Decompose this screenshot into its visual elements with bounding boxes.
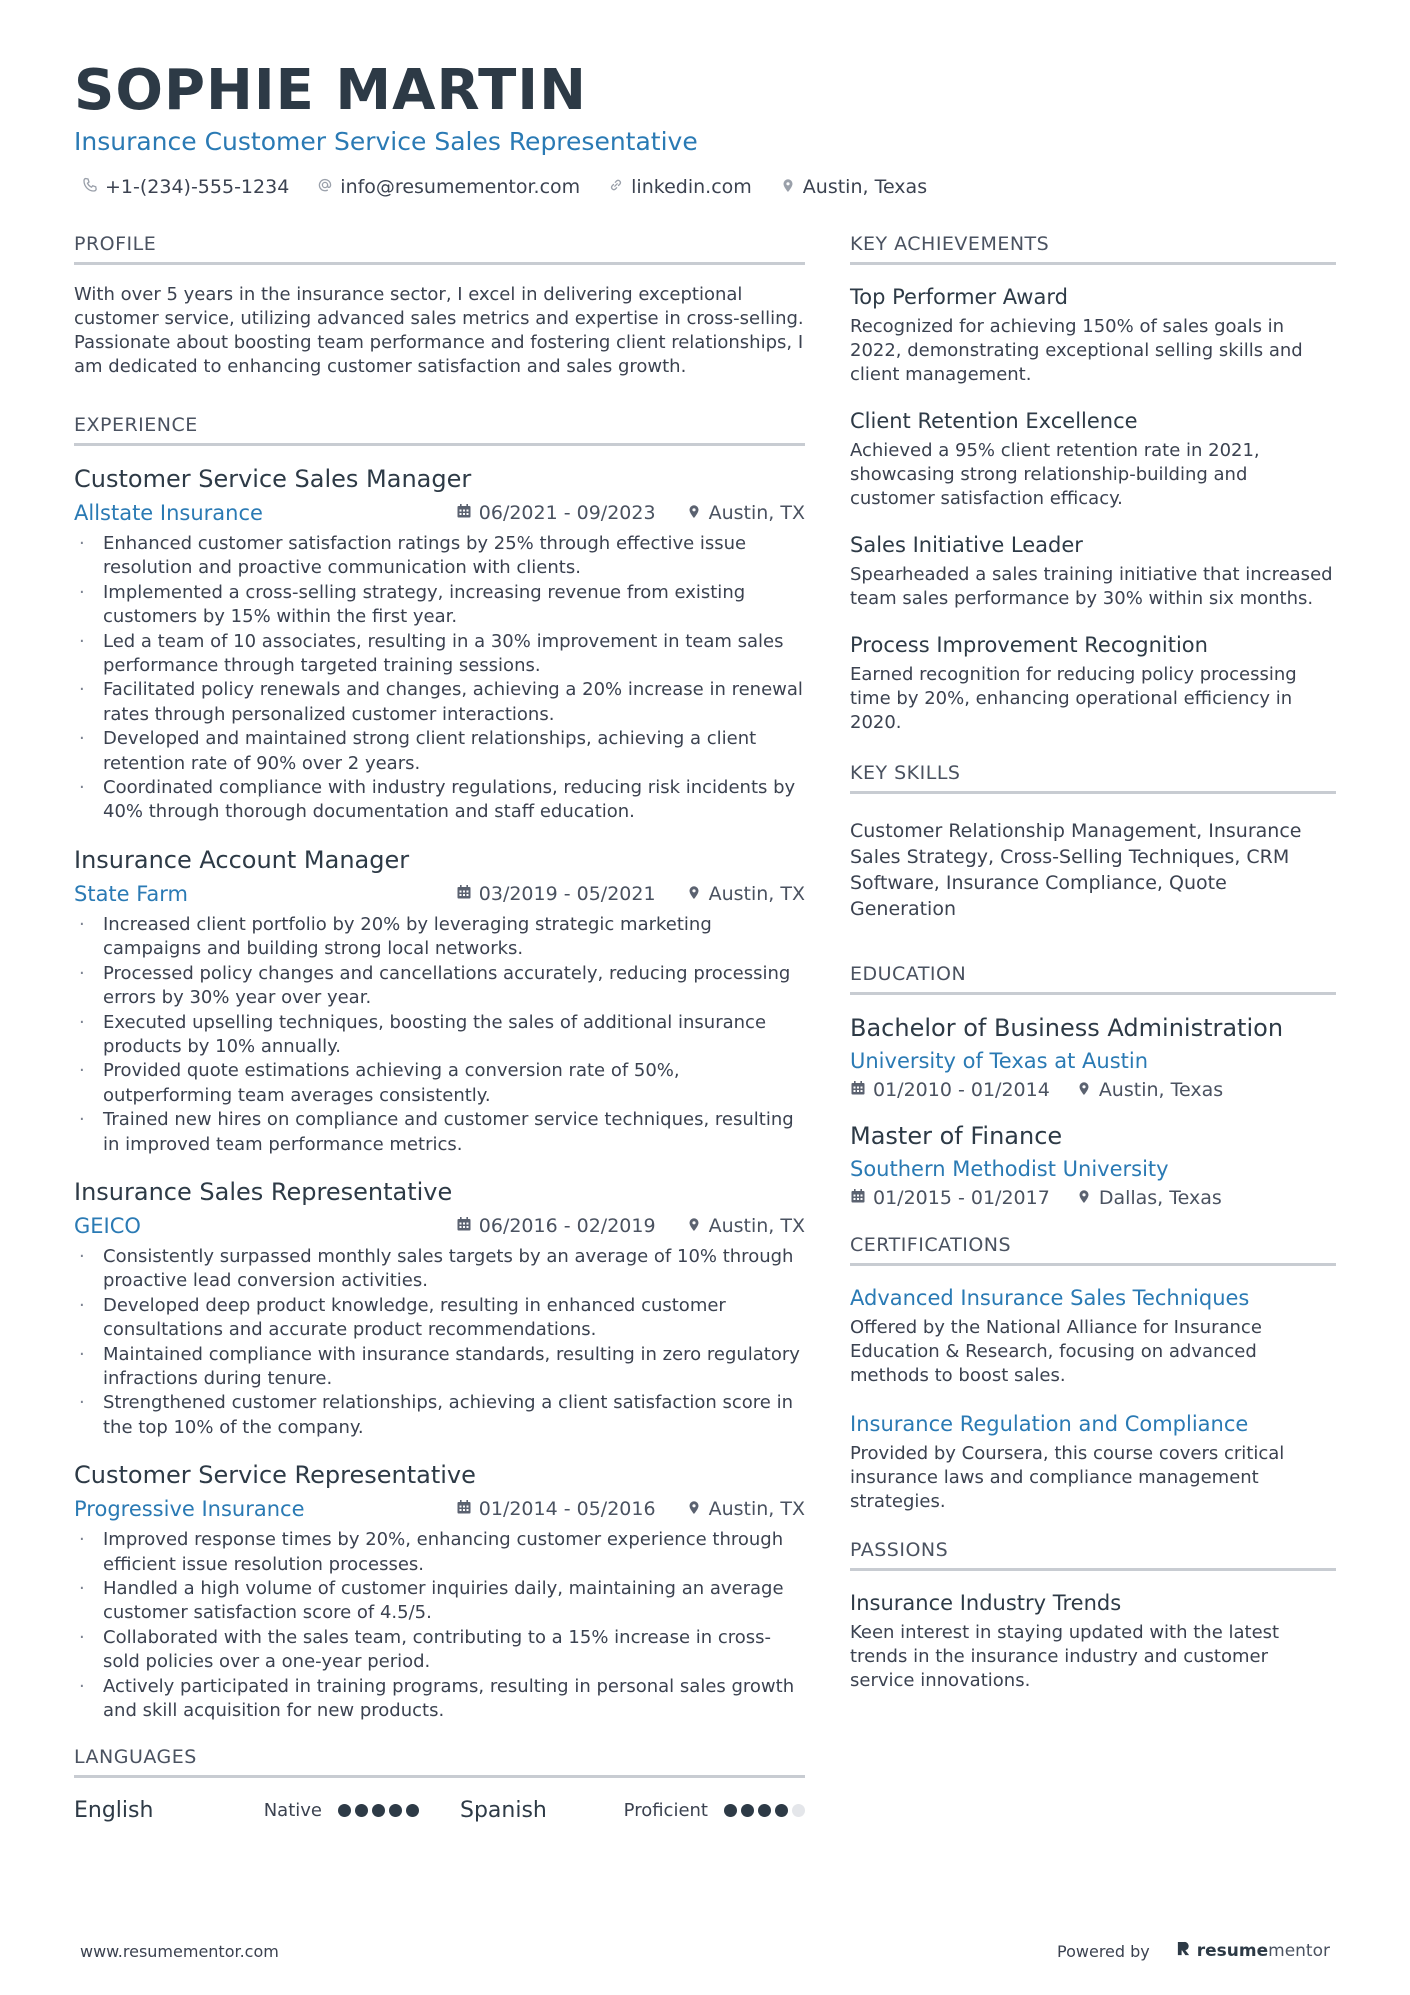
achievement-text: Achieved a 95% client retention rate in 2021, showcasing strong relationship-building and customer satisfaction efficacy.: [850, 440, 1260, 509]
map-pin-icon: [1076, 1079, 1092, 1101]
job-dates: [456, 502, 656, 524]
contact-email[interactable]: [317, 176, 580, 198]
right-column: [850, 232, 1336, 1857]
rating-dot-filled: [724, 1804, 737, 1817]
powered-by-text: Powered by: [1057, 1941, 1150, 1961]
achievement-title: Sales Initiative Leader: [850, 533, 1083, 557]
location-text: Dallas, Texas: [1098, 1187, 1222, 1209]
calendar-icon: [456, 1215, 472, 1237]
section-title: EDUCATION: [850, 962, 1336, 995]
language-name: English: [74, 1798, 154, 1824]
achievement-text: Recognized for achieving 150% of sales goals in 2022, demonstrating exceptional selling skills and client management.: [850, 316, 1303, 385]
dates-text: 03/2019 - 05/2021: [478, 882, 656, 905]
achievement-text: Spearheaded a sales training initiative that increased team sales performance by 30% within six months.: [850, 564, 1333, 609]
dates-text: 01/2014 - 05/2016: [478, 1498, 656, 1521]
contact-location: [780, 176, 927, 198]
education-dates: [850, 1079, 1050, 1101]
education-section: [850, 962, 1336, 1209]
company-name: Progressive Insurance: [74, 1497, 305, 1522]
brand-name-bold: resume: [1196, 1941, 1269, 1961]
location-text: Austin, Texas: [1098, 1079, 1224, 1101]
skills-text: Customer Relationship Management, Insurance Sales Strategy, Cross-Selling Techniques, CRM Software, Insurance Compliance, Quote Generation: [850, 820, 1302, 920]
left-column: [74, 232, 805, 1857]
dates-text: 06/2021 - 09/2023: [478, 502, 656, 524]
passion-item: [850, 1589, 1336, 1693]
bullet-item: · Facilitated policy renewals and changes, achieving a 20% increase in renewal rates through personalized customer interactions.: [74, 678, 805, 727]
certifications-section: [850, 1233, 1336, 1514]
section-title: KEY SKILLS: [850, 761, 1336, 794]
certification-text: Offered by the National Alliance for Insurance Education & Research, focusing on advanced methods to boost sales.: [850, 1317, 1262, 1386]
at-icon: [317, 176, 333, 198]
language-item: [460, 1798, 805, 1823]
job-meta: [456, 1215, 805, 1237]
passions-section: [850, 1538, 1336, 1693]
profile-text: With over 5 years in the insurance sector, I excel in delivering exceptional customer service, utilizing advanced sales metrics and expertise in cross-selling. Passionate about boosting team performance and fostering client relationships, I am dedicated to enhancing customer satisfaction and sales growth.: [74, 284, 804, 377]
job-bullets: [74, 1245, 805, 1440]
language-rating: [338, 1804, 419, 1817]
linkedin-text: linkedin.com: [631, 176, 752, 198]
dates-text: 06/2016 - 02/2019: [478, 1214, 656, 1237]
education-meta: [850, 1079, 1336, 1101]
brand-logo[interactable]: [1176, 1940, 1330, 1962]
calendar-icon: [456, 502, 472, 524]
job-location: [686, 1215, 805, 1237]
certification-title: Insurance Regulation and Compliance: [850, 1412, 1249, 1436]
job-dates: [456, 1215, 656, 1237]
footer-url[interactable]: www.resumementor.com: [80, 1941, 279, 1961]
bullet-item: · Consistently surpassed monthly sales targets by an average of 10% through proactive lead conversion activities.: [74, 1245, 805, 1294]
rating-dot-filled: [406, 1804, 419, 1817]
rating-dot-filled: [741, 1804, 754, 1817]
bullet-item: · Strengthened customer relationships, achieving a client satisfaction score in the top 10% of the company.: [74, 1391, 805, 1440]
achievements-section: [850, 232, 1336, 735]
map-pin-icon: [686, 1498, 702, 1520]
languages-row: [74, 1796, 805, 1823]
job-entry: [74, 1177, 805, 1440]
email-text: info@resumementor.com: [340, 176, 581, 198]
language-item: [74, 1798, 419, 1823]
job-meta: [456, 1498, 805, 1520]
brand-name-light: mentor: [1268, 1941, 1330, 1961]
job-meta: [456, 502, 805, 524]
calendar-icon: [456, 1498, 472, 1520]
bullet-item: · Enhanced customer satisfaction ratings by 25% through effective issue resolution and proactive communication with clients.: [74, 532, 805, 581]
bullet-item: · Developed and maintained strong client relationships, achieving a client retention rate of 90% over 2 years.: [74, 727, 805, 776]
contact-row: [74, 176, 1336, 198]
job-bullets: [74, 532, 805, 825]
bullet-item: · Provided quote estimations achieving a conversion rate of 50%, outperforming team averages consistently.: [74, 1059, 805, 1108]
certification-item: [850, 1410, 1336, 1514]
certification-title: Advanced Insurance Sales Techniques: [850, 1286, 1250, 1310]
achievement-item: [850, 407, 1336, 511]
profile-section: [74, 232, 805, 379]
achievement-text: Earned recognition for reducing policy processing time by 20%, enhancing operational efficiency in 2020.: [850, 664, 1297, 733]
skills-section: [850, 761, 1336, 922]
bullet-item: · Executed upselling techniques, boosting the sales of additional insurance products by 10% annually.: [74, 1011, 805, 1060]
calendar-icon: [850, 1187, 866, 1209]
achievement-title: Process Improvement Recognition: [850, 633, 1208, 657]
passion-title: Insurance Industry Trends: [850, 1591, 1122, 1615]
company-name: Allstate Insurance: [74, 501, 263, 525]
job-meta: [456, 883, 805, 905]
job-title: Customer Service Sales Manager: [74, 465, 472, 493]
job-dates: [456, 1498, 656, 1520]
job-meta-row: [74, 1213, 805, 1239]
candidate-name: SOPHIE MARTIN: [74, 58, 588, 123]
section-title: EXPERIENCE: [74, 413, 805, 446]
rating-dot-filled: [372, 1804, 385, 1817]
language-level: Native: [263, 1800, 322, 1822]
location-text: Austin, TX: [708, 882, 805, 905]
bullet-item: · Coordinated compliance with industry regulations, reducing risk incidents by 40% through thorough documentation and staff education.: [74, 776, 805, 825]
rating-dot-empty: [792, 1804, 805, 1817]
map-pin-icon: [1076, 1187, 1092, 1209]
job-bullets: [74, 1528, 805, 1723]
footer-branding: [1057, 1940, 1330, 1962]
languages-section: [74, 1745, 805, 1823]
job-bullets: [74, 913, 805, 1157]
rating-dot-filled: [758, 1804, 771, 1817]
job-title: Insurance Sales Representative: [74, 1177, 453, 1206]
job-meta-row: [74, 881, 805, 907]
rating-dot-filled: [338, 1804, 351, 1817]
map-pin-icon: [686, 1215, 702, 1237]
contact-phone[interactable]: [82, 176, 289, 198]
brand-mark-icon: [1176, 1940, 1191, 1962]
job-title: Customer Service Representative: [74, 1461, 476, 1490]
section-title: LANGUAGES: [74, 1745, 805, 1778]
header: [74, 58, 1336, 198]
section-title: CERTIFICATIONS: [850, 1233, 1336, 1266]
company-name: State Farm: [74, 881, 189, 906]
footer: [0, 1936, 1410, 1966]
certification-text: Provided by Coursera, this course covers critical insurance laws and compliance management strategies.: [850, 1443, 1285, 1512]
rating-dot-filled: [355, 1804, 368, 1817]
education-meta: [850, 1187, 1336, 1209]
link-icon: [608, 176, 624, 198]
headline: Insurance Customer Service Sales Representative: [74, 127, 698, 156]
bullet-item: · Led a team of 10 associates, resulting in a 30% improvement in team sales performance through targeted training sessions.: [74, 630, 805, 679]
rating-dot-filled: [775, 1804, 788, 1817]
section-title: PASSIONS: [850, 1538, 1336, 1571]
location-text: Austin, Texas: [802, 176, 928, 198]
job-entry: [74, 464, 805, 825]
education-location: [1076, 1079, 1223, 1101]
bullet-item: · Developed deep product knowledge, resulting in enhanced customer consultations and accurate product recommendations.: [74, 1294, 805, 1343]
certification-item: [850, 1284, 1336, 1388]
calendar-icon: [850, 1079, 866, 1101]
degree: Master of Finance: [850, 1122, 1063, 1150]
two-column-body: [74, 232, 1336, 1857]
job-meta-row: [74, 500, 805, 526]
job-location: [686, 1498, 805, 1520]
job-entry: [74, 845, 805, 1157]
education-item: [850, 1121, 1336, 1209]
bullet-item: · Improved response times by 20%, enhancing customer experience through efficient issue resolution processes.: [74, 1528, 805, 1577]
job-location: [686, 883, 805, 905]
achievement-item: [850, 531, 1336, 611]
education-dates: [850, 1187, 1050, 1209]
section-title: KEY ACHIEVEMENTS: [850, 232, 1336, 265]
calendar-icon: [456, 883, 472, 905]
achievement-item: [850, 631, 1336, 735]
bullet-item: · Collaborated with the sales team, contributing to a 15% increase in cross-sold policies over a one-year period.: [74, 1626, 805, 1675]
bullet-item: · Actively participated in training programs, resulting in personal sales growth and skill acquisition for new products.: [74, 1675, 805, 1724]
section-title: PROFILE: [74, 232, 805, 265]
passion-text: Keen interest in staying updated with the latest trends in the insurance industry and customer service innovations.: [850, 1622, 1280, 1691]
map-pin-icon: [780, 176, 796, 198]
dates-text: 01/2015 - 01/2017: [873, 1187, 1050, 1209]
achievement-title: Top Performer Award: [850, 285, 1068, 309]
bullet-item: · Trained new hires on compliance and customer service techniques, resulting in improved team performance metrics.: [74, 1108, 805, 1157]
dates-text: 01/2010 - 01/2014: [873, 1079, 1050, 1101]
experience-section: [74, 413, 805, 1723]
job-location: [686, 502, 805, 524]
bullet-item: · Implemented a cross-selling strategy, increasing revenue from existing customers by 15% within the first year.: [74, 581, 805, 630]
job-meta-row: [74, 1496, 805, 1522]
job-title: Insurance Account Manager: [74, 845, 410, 874]
degree: Bachelor of Business Administration: [850, 1014, 1284, 1042]
location-text: Austin, TX: [708, 1498, 805, 1521]
language-rating: [724, 1804, 805, 1817]
bullet-item: · Processed policy changes and cancellations accurately, reducing processing errors by 30% year over year.: [74, 962, 805, 1011]
achievement-item: [850, 283, 1336, 387]
location-text: Austin, TX: [708, 1214, 805, 1237]
school: Southern Methodist University: [850, 1157, 1169, 1181]
school: University of Texas at Austin: [850, 1049, 1149, 1073]
job-entry: [74, 1460, 805, 1723]
phone-text: +1-(234)-555-1234: [105, 176, 290, 198]
phone-icon: [82, 176, 98, 198]
map-pin-icon: [686, 502, 702, 524]
map-pin-icon: [686, 883, 702, 905]
bullet-item: · Increased client portfolio by 20% by leveraging strategic marketing campaigns and building strong local networks.: [74, 913, 805, 962]
language-name: Spanish: [460, 1798, 547, 1824]
bullet-item: · Handled a high volume of customer inquiries daily, maintaining an average customer satisfaction score of 4.5/5.: [74, 1577, 805, 1626]
language-level: Proficient: [623, 1800, 708, 1822]
contact-linkedin[interactable]: [608, 176, 752, 198]
job-dates: [456, 883, 656, 905]
bullet-item: · Maintained compliance with insurance standards, resulting in zero regulatory infractions during tenure.: [74, 1343, 805, 1392]
location-text: Austin, TX: [708, 502, 805, 524]
company-name: GEICO: [74, 1213, 141, 1238]
education-item: [850, 1013, 1336, 1101]
achievement-title: Client Retention Excellence: [850, 409, 1138, 433]
rating-dot-filled: [389, 1804, 402, 1817]
education-location: [1076, 1187, 1222, 1209]
